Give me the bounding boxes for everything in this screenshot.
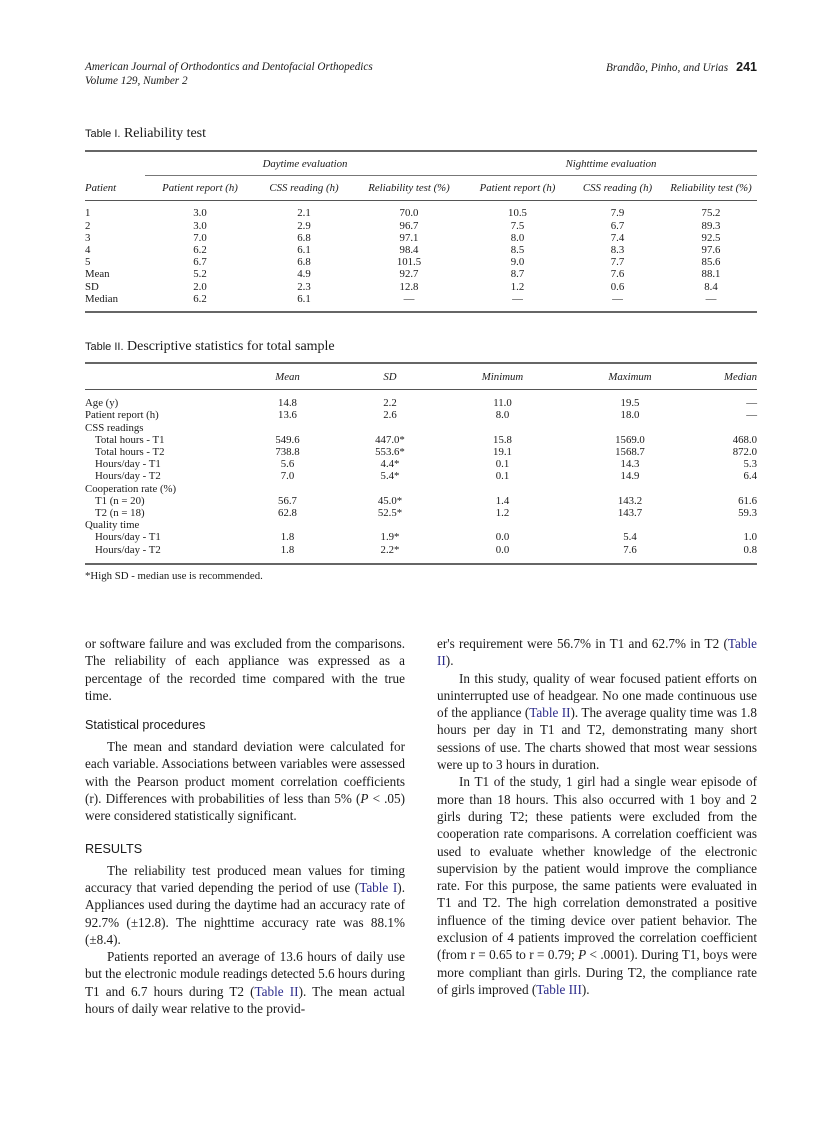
table-row bbox=[85, 220, 757, 232]
table-row bbox=[85, 244, 757, 256]
cell-value: 2.1 bbox=[297, 207, 311, 220]
cell-value: 5.4* bbox=[380, 470, 400, 483]
row-label: 5 bbox=[85, 256, 91, 269]
cell-value: 45.0* bbox=[377, 494, 403, 507]
row-label: 2 bbox=[85, 219, 91, 232]
cell-value: 61.6 bbox=[738, 494, 757, 507]
cell-value: 98.4 bbox=[399, 244, 419, 257]
cell-value: 97.1 bbox=[399, 231, 419, 244]
heading-results: RESULTS bbox=[85, 841, 143, 856]
table2-descriptive bbox=[85, 362, 757, 565]
cell-value: 5.3 bbox=[743, 458, 757, 471]
table2-caption bbox=[85, 339, 757, 355]
cell-value: 70.0 bbox=[399, 207, 419, 220]
cell-value: 468.0 bbox=[732, 433, 757, 446]
col-header: Patient bbox=[85, 176, 145, 201]
cell-value: 7.4 bbox=[610, 231, 625, 244]
cell-value: 0.1 bbox=[495, 458, 510, 471]
cell-value: 8.3 bbox=[610, 244, 625, 257]
cell-value: 75.2 bbox=[701, 207, 721, 220]
cell-value: 143.7 bbox=[617, 507, 643, 520]
table-row bbox=[85, 544, 757, 564]
col-header: Mean bbox=[235, 363, 340, 390]
journal-info bbox=[85, 60, 373, 88]
journal-volume: Volume 129, Number 2 bbox=[85, 75, 188, 87]
cell-value: 8.5 bbox=[510, 244, 525, 257]
col-header: Patient report (h) bbox=[465, 176, 570, 201]
cell-value: 52.5* bbox=[377, 507, 403, 520]
col-header bbox=[85, 363, 235, 390]
table3-link[interactable]: Table III bbox=[536, 981, 582, 997]
paragraph: or software failure and was excluded from the comparisons. The reliability of each appliance was expressed as a percentage of the recorded time compared with the true time. bbox=[85, 636, 405, 703]
table-row bbox=[85, 470, 757, 482]
cell-value: 7.7 bbox=[610, 256, 625, 269]
paragraph: Patients reported an average of 13.6 hours of daily use but the electronic module readings detected 5.6 hours during T1 and 6.7 hours during T2 (Table II). The mean actual hours of daily wear relative to the provid- bbox=[85, 949, 405, 1017]
cell-value: 2.0 bbox=[193, 280, 207, 293]
running-header bbox=[85, 60, 757, 96]
col-header: Patient report (h) bbox=[145, 176, 255, 201]
cell-value: 2.3 bbox=[297, 280, 311, 293]
paragraph: In this study, quality of wear focused patient efforts on uninterrupted use of headgear. No one made continuous use of the appliance (Table II). The average quality time was 1.8 hours per day in T1 and T2, demonstrating many short sessions of use. The charts showed that most wear sessions were up to 3 hours in duration. bbox=[437, 670, 757, 773]
cell-value: 872.0 bbox=[732, 446, 757, 459]
cell-value bbox=[565, 519, 695, 531]
cell-value: 549.6 bbox=[275, 433, 300, 446]
table2-link[interactable]: Table II bbox=[529, 705, 571, 721]
page-number: 241 bbox=[736, 60, 757, 74]
cell-value: 0.6 bbox=[610, 280, 625, 293]
row-label: Hours/day - T1 bbox=[95, 458, 161, 471]
col-header: Maximum bbox=[565, 363, 695, 390]
paragraph: er's requirement were 56.7% in T1 and 62.7% in T2 (Table II). bbox=[437, 636, 757, 669]
row-label: SD bbox=[85, 280, 99, 293]
journal-page bbox=[85, 60, 757, 1017]
table1-caption bbox=[85, 126, 757, 142]
cell-value: 5.6 bbox=[280, 458, 295, 471]
table-row bbox=[85, 256, 757, 268]
col-header: Reliability test (%) bbox=[665, 176, 757, 201]
heading-statistical-procedures: Statistical procedures bbox=[85, 718, 206, 733]
cell-value: — bbox=[705, 292, 717, 305]
table1-reliability bbox=[85, 150, 757, 313]
table-row bbox=[85, 531, 757, 543]
table2-title: Descriptive statistics for total sample bbox=[127, 339, 335, 355]
cell-value: 3.0 bbox=[193, 207, 207, 220]
row-label: Total hours - T2 bbox=[95, 446, 165, 459]
table-row bbox=[85, 409, 757, 421]
row-label: Hours/day - T1 bbox=[95, 531, 161, 544]
cell-value: 1.0 bbox=[743, 531, 757, 544]
cell-value: 88.1 bbox=[701, 268, 721, 281]
cell-value: 8.0 bbox=[510, 231, 525, 244]
cell-value bbox=[340, 519, 440, 531]
cell-value: 6.2 bbox=[193, 292, 207, 305]
cell-value: 0.0 bbox=[495, 543, 510, 556]
cell-value bbox=[235, 422, 340, 434]
cell-value: 10.5 bbox=[508, 207, 527, 220]
cell-value: 1.8 bbox=[280, 543, 295, 556]
cell-value bbox=[235, 519, 340, 531]
row-label: Total hours - T1 bbox=[95, 433, 165, 446]
cell-value bbox=[340, 483, 440, 495]
row-label: Hours/day - T2 bbox=[95, 543, 161, 556]
table-row bbox=[85, 268, 757, 280]
table-row bbox=[85, 434, 757, 446]
cell-value: 6.8 bbox=[297, 256, 311, 269]
cell-value bbox=[565, 483, 695, 495]
table-row bbox=[85, 390, 757, 410]
table-row bbox=[85, 422, 757, 434]
row-label: Patient report (h) bbox=[85, 409, 159, 422]
paragraph: The reliability test produced mean values for timing accuracy that varied depending the period of use (Table I). Appliances used during the daytime had an accuracy rate of 92.7% (±12.8). The nighttime accuracy rate was 88.1% (±8.4). bbox=[85, 862, 405, 947]
cell-value bbox=[440, 422, 565, 434]
cell-value: — bbox=[512, 292, 523, 305]
row-label: 1 bbox=[85, 207, 91, 220]
cell-value: 4.9 bbox=[297, 268, 311, 281]
authors: Brandão, Pinho, and Urias bbox=[606, 62, 729, 74]
col-header: SD bbox=[340, 363, 440, 390]
cell-value: — bbox=[746, 397, 757, 410]
row-label: Mean bbox=[85, 268, 110, 281]
table-row bbox=[85, 458, 757, 470]
cell-value: 0.1 bbox=[495, 470, 510, 483]
cell-value: 19.5 bbox=[620, 397, 640, 410]
col-header: CSS reading (h) bbox=[255, 176, 353, 201]
table1-title: Reliability test bbox=[123, 126, 207, 141]
cell-value: — bbox=[746, 409, 757, 422]
cell-value: 0.0 bbox=[495, 531, 510, 544]
cell-value: 56.7 bbox=[278, 494, 297, 507]
cell-value: 18.0 bbox=[620, 409, 640, 422]
table2-footnote: *High SD - median use is recommended. bbox=[85, 569, 263, 582]
cell-value: 14.3 bbox=[620, 458, 640, 471]
cell-value: 7.6 bbox=[610, 268, 625, 281]
cell-value bbox=[340, 422, 440, 434]
cell-value: 1.9* bbox=[380, 531, 400, 544]
table-row bbox=[85, 483, 757, 495]
row-label: CSS readings bbox=[85, 421, 144, 434]
cell-value: 62.8 bbox=[278, 507, 297, 520]
cell-value: 1.8 bbox=[280, 531, 295, 544]
cell-value: 143.2 bbox=[617, 494, 643, 507]
cell-value bbox=[565, 422, 695, 434]
cell-value: 7.0 bbox=[193, 231, 207, 244]
left-column bbox=[85, 635, 405, 1017]
cell-value: 1569.0 bbox=[615, 433, 645, 446]
paragraph: The mean and standard deviation were calculated for each variable. Associations between variables were assessed with the Pearson product moment correlation coefficients (r). Differences with probabilities of less than 5% (P < .05) were considered statistically significant. bbox=[85, 739, 405, 824]
row-label: 4 bbox=[85, 244, 91, 257]
row-label: Median bbox=[85, 292, 118, 305]
row-label: Hours/day - T2 bbox=[95, 470, 161, 483]
cell-value: 101.5 bbox=[396, 256, 422, 269]
col-header: Median bbox=[695, 363, 757, 390]
cell-value: 8.7 bbox=[510, 268, 525, 281]
table-row bbox=[85, 293, 757, 312]
cell-value: 6.7 bbox=[610, 219, 625, 232]
cell-value: 553.6* bbox=[375, 446, 405, 459]
cell-value: 6.1 bbox=[297, 292, 311, 305]
cell-value: 4.4* bbox=[380, 458, 400, 471]
cell-value: 19.1 bbox=[493, 446, 512, 459]
cell-value: 96.7 bbox=[399, 219, 419, 232]
col-header: CSS reading (h) bbox=[570, 176, 665, 201]
table2-link[interactable]: Table II bbox=[437, 636, 757, 669]
cell-value: 1568.7 bbox=[615, 446, 645, 459]
cell-value: 3.0 bbox=[193, 219, 207, 232]
row-label: T2 (n = 18) bbox=[95, 507, 145, 520]
cell-value: 89.3 bbox=[701, 219, 721, 232]
cell-value: 5.2 bbox=[193, 268, 207, 281]
cell-value: 7.6 bbox=[623, 543, 637, 556]
cell-value: 1.2 bbox=[495, 507, 510, 520]
table-row bbox=[85, 201, 757, 220]
row-label: 3 bbox=[85, 231, 91, 244]
cell-value: 7.5 bbox=[510, 219, 525, 232]
col-header: Reliability test (%) bbox=[353, 176, 465, 201]
cell-value: 2.6 bbox=[383, 409, 397, 422]
cell-value: — bbox=[612, 292, 623, 305]
cell-value: 11.0 bbox=[493, 397, 512, 410]
table-row bbox=[85, 519, 757, 531]
paragraph: In T1 of the study, 1 girl had a single wear episode of more than 18 hours. This also occurred with 1 boy and 2 girls during T2; these patients were excluded from the cooperation rate comparisons. A correlation coefficient was used to evaluate whether knowledge of the electronic supervision by the patient would improve the compliance rate. For this purpose, the same patients were evaluated in T1 and T2. The high correlation demonstrated a positive influence of the timing device over patient behavior. The exclusion of 4 patients improved the correlation coefficient (from r = 0.65 to r = 0.79; P < .0001). During T1, boys were more compliant than girls. During T2, the compliance rate of girls improved (Table III). bbox=[437, 774, 757, 997]
table1-link[interactable]: Table I bbox=[359, 879, 398, 895]
cell-value: 8.4 bbox=[704, 280, 718, 293]
table-row bbox=[85, 446, 757, 458]
row-label: T1 (n = 20) bbox=[95, 494, 145, 507]
cell-value: 6.7 bbox=[193, 256, 207, 269]
table-row bbox=[85, 281, 757, 293]
table-row bbox=[85, 232, 757, 244]
cell-value bbox=[695, 519, 757, 531]
cell-value: 6.2 bbox=[193, 244, 207, 257]
cell-value: 738.8 bbox=[275, 446, 300, 459]
group-daytime: Daytime evaluation bbox=[145, 151, 465, 176]
right-column bbox=[437, 635, 757, 998]
cell-value: 447.0* bbox=[375, 433, 405, 446]
cell-value: 0.8 bbox=[743, 543, 757, 556]
journal-name: American Journal of Orthodontics and Dentofacial Orthopedics bbox=[85, 61, 373, 73]
cell-value: 5.4 bbox=[623, 531, 637, 544]
table-row bbox=[85, 495, 757, 507]
cell-value: 2.2 bbox=[383, 397, 397, 410]
cell-value bbox=[695, 483, 757, 495]
cell-value bbox=[440, 519, 565, 531]
author-page-info bbox=[606, 60, 757, 75]
cell-value bbox=[440, 483, 565, 495]
table1-label: Table I. bbox=[85, 128, 121, 140]
cell-value: 6.8 bbox=[297, 231, 311, 244]
cell-value bbox=[695, 422, 757, 434]
cell-value: 14.8 bbox=[278, 397, 297, 410]
cell-value bbox=[235, 483, 340, 495]
cell-value: 6.4 bbox=[743, 470, 757, 483]
cell-value: 12.8 bbox=[399, 280, 419, 293]
cell-value: 7.9 bbox=[610, 207, 625, 220]
cell-value: 59.3 bbox=[738, 507, 757, 520]
cell-value: 92.5 bbox=[701, 231, 721, 244]
row-label: Quality time bbox=[85, 519, 140, 532]
cell-value: 1.4 bbox=[495, 494, 510, 507]
cell-value: 92.7 bbox=[399, 268, 419, 281]
cell-value: 9.0 bbox=[510, 256, 525, 269]
cell-value: 1.2 bbox=[510, 280, 525, 293]
table2-label: Table II. bbox=[85, 341, 124, 354]
cell-value: 8.0 bbox=[495, 409, 510, 422]
cell-value: 97.6 bbox=[701, 244, 721, 257]
cell-value: 13.6 bbox=[278, 409, 297, 422]
col-header: Minimum bbox=[440, 363, 565, 390]
cell-value: 85.6 bbox=[701, 256, 721, 269]
row-label: Age (y) bbox=[85, 397, 119, 410]
row-label: Cooperation rate (%) bbox=[85, 482, 177, 495]
cell-value: 7.0 bbox=[280, 470, 295, 483]
group-nighttime: Nighttime evaluation bbox=[465, 151, 757, 176]
cell-value: 2.9 bbox=[297, 219, 311, 232]
table-row bbox=[85, 507, 757, 519]
cell-value: 14.9 bbox=[620, 470, 640, 483]
table2-link[interactable]: Table II bbox=[254, 983, 299, 999]
cell-value: 6.1 bbox=[297, 244, 311, 257]
cell-value: — bbox=[403, 292, 415, 305]
cell-value: 2.2* bbox=[380, 543, 400, 556]
cell-value: 15.8 bbox=[493, 433, 512, 446]
